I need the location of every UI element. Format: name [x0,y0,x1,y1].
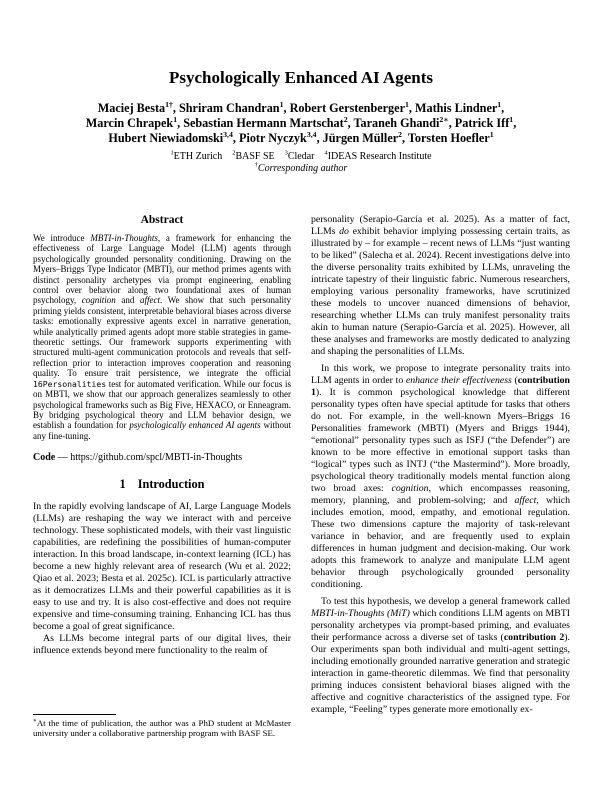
superscript-marker: 3 [284,149,288,157]
superscript-marker: 3,4 [306,129,317,139]
superscript-marker: 2∗ [439,114,449,124]
text-run [275,151,285,162]
text-run: enhance their effectiveness [405,375,512,386]
right-column [311,214,570,716]
text-run: MBTI-in-Thoughts (MiT) [311,608,410,619]
footnote-rule [33,714,116,715]
affiliations-line [0,151,602,162]
left-column [33,214,291,657]
author-line-2 [0,116,602,131]
text-run: , Jürgen Müller [316,131,399,145]
text-run: Code [33,452,56,464]
superscript-marker: 1 [497,99,502,109]
text-run: In the rapidly evolving landscape of AI, Large Language Models (LLMs) are reshaping the way we interact with and perceive technology. These sophisticated models, with their vast linguistic capabilities, are redefining the possibilities of human-computer interaction. In this broad landscape, in-context learning (ICL) has become a new highly relevant area of research (Wu et al. 2022; Qiao et al. 2023; Besta et al. 2025c). ICL is particularly attractive as it democratizes LLMs and their powerful capabilities as it is easy to use and try. It is also cost-effective and does not require expensive and time-consuming training. Enhancing ICL has thus become a goal of great significance. [33,501,291,633]
superscript-marker: 1 [279,99,284,109]
text-run: ETH Zurich [173,151,223,162]
text-run: and [115,295,141,306]
text-run: , a framework for enhancing the effectiveness of Large Language Model (LLM) agents through psychologically grounded personality conditioning. Drawing on the Myers–Briggs Type Indicator (MBTI), our method primes agents with distinct personality archetypes via prompt engineering, enabling control over behavior along two foundational axes of human psychology, [33,233,291,306]
text-run: without any fine-tuning. [33,420,291,441]
text-run: We introduce [33,233,91,243]
superscript-marker: 1 [170,149,174,157]
text-run: ( [511,375,518,386]
text-run [222,151,232,162]
text-run: personality (Serapio-García et al. 2025). As a matter of fact, LLMs [311,214,570,237]
text-run: Marcin Chrapek [85,116,174,130]
section-title: Introduction [137,477,205,492]
section-number: 1 [119,477,126,492]
text-run: ). It is common psychological knowledge that different personality types often have special aptitude for tasks that others do not. For example, in the well-known Myers–Briggs 16 Personalities framework (MBTI) (Myers and Briggs 1944), “emotional” personality types such as ISFJ (“the Defender”) are known to be more effective in emotional support tasks than “logical” types such as INTJ (“the Mastermind”). More broadly, psychological theory traditionally models mental function along two broad axes: [311,387,570,494]
text-run: , Robert Gerstenberger [283,101,405,115]
text-run: 16Personalities [33,378,107,389]
superscript-marker: 2 [232,149,236,157]
abstract-text [33,233,291,441]
author-block [0,101,602,146]
text-run: cognition [81,295,116,306]
section-heading-introduction [33,477,291,492]
text-run: BASF SE [235,151,275,162]
superscript-marker: ∗ [33,718,37,725]
text-run: . We show that such personality priming yields consistent, interpretable behavioral biases across diverse tasks: emotionally expressive agents excel in narrative generation, while analytically primed agents adopt more stable strategies in game-theoretic settings. Our framework supports experimenting with structured multi-agent communication protocols and reveals that self-reflection prior to interaction improves cooperation and reasoning quality. To ensure trait persistence, we integrate the official [33,295,292,379]
text-run: psychologically enhanced AI agents [129,420,261,431]
text-run: do [339,226,349,237]
text-run: , Taraneh Ghandi [347,116,440,130]
text-run: exhibit behavior implying possessing certain traits, as illustrated by – for example – recent news of LLMs “just wanting to be liked” (Salecha et al. 2024). Recent investigations delve into the diverse personality traits exhibited by LLMs, unraveling the intricate tapestry of their linguistic fabric. Numerous researchers, employing various personality frameworks, have scrutinized these models to uncover nuanced dimensions of behavior, researching whether LLMs can truly manifest personality traits akin to human nature (Serapio-García et al. 2025). However, all these analyses and frameworks are mostly dedicated to analyzing and shaping the personalities of LLMs. [311,226,570,357]
text-run: MBTI-in-Thoughts [90,233,158,243]
text-run: contribution 2 [503,632,565,643]
text-run: cognition [391,483,429,494]
text-run: affect [514,495,537,506]
text-run: IDEAS Research Institute [327,151,432,162]
text-run: , Shriram Chandran [172,101,280,115]
text-run: , Mathis Lindner [408,101,498,115]
superscript-marker: 2 [343,114,348,124]
author-line-1 [0,101,602,116]
body-paragraph-1 [311,214,570,358]
text-run: , [513,116,517,130]
text-run: , which encompasses reasoning, memory, planning, and problem-solving; and [311,483,570,506]
code-link-line [33,452,291,463]
text-run: , Sebastian Hermann Martschat [177,116,344,130]
superscript-marker: 1 [489,129,494,139]
paper-header [0,68,602,174]
text-run: contribution 1 [311,375,571,398]
body-paragraph-2 [311,363,570,591]
text-run: As LLMs become integral parts of our digital lives, their influence extends beyond mere functionality to the realm of [33,633,291,657]
superscript-marker: 3,4 [223,129,233,139]
text-run: , Patrick Iff [448,116,510,130]
footnote-text [33,718,291,739]
footnote [33,714,291,739]
text-run: , Torsten Hoefler [402,131,490,145]
corresponding-author-note [0,163,602,174]
text-run: Cledar [287,151,315,162]
text-run: Maciej Besta [97,101,166,115]
paper-title: Psychologically Enhanced AI Agents [168,68,433,87]
abstract-heading: Abstract [140,214,184,226]
text-run: — [55,452,71,464]
text-run: , which includes emotion, mood, empathy, and emotional regulation. These two dimensions capture the majority of task-relevant variance in behavior, and are frequently used to explain differences in human judgment and decision-making. Our work adopts this framework to analyze and manipulate LLM agent behavior through psychologically grounded personality conditioning. [311,495,570,590]
body-paragraph-3 [311,596,570,716]
superscript-marker: † [254,161,258,169]
text-run: , [501,101,505,115]
text-run: test for automated verification. While our focus is on MBTI, we show that our approach generalizes seamlessly to other psychological frameworks such as Big Five, HEXACO, or Enneagram. By bridging psychological theory and LLM behavior design, we establish a foundation for [33,378,291,431]
text-run: Hubert Niewiadomski [108,131,224,145]
text-run: To test this hypothesis, we develop a general framework called [321,596,570,607]
superscript-marker: 1 [404,99,409,109]
text-run: affect [140,295,161,306]
superscript-marker: 4 [324,149,328,157]
text-run: which conditions LLM agents on MBTI personality archetypes via prompt-based priming, and evaluates their performance across a diverse set of tasks ( [311,608,570,643]
code-repo-link[interactable]: https://github.com/spcl/MBTI-in-Thoughts [70,452,243,464]
text-run: , Piotr Nyczyk [232,131,307,145]
superscript-marker: 1† [165,99,173,109]
text-run: ). Our experiments span both individual and multi-agent settings, including emotionally grounded narrative generation and strategic interaction in game-theoretic dilemmas. We find that personality priming induces consistent behavioral biases aligned with the affective and cognitive characteristics of the assigned type. For example, “Feeling” types generate more emotionally ex- [311,632,570,715]
superscript-marker: 1 [509,114,514,124]
superscript-marker: 2 [398,129,403,139]
text-run [314,151,324,162]
author-line-3 [0,131,602,146]
text-run: In this work, we propose to integrate personality traits into LLM agents in order to [311,363,570,386]
text-run: At the time of publication, the author was a PhD student at McMaster university under a collaborative partnership program with BASF SE. [33,718,291,739]
intro-paragraph-2 [33,633,291,657]
intro-paragraph-1 [33,501,291,633]
superscript-marker: 1 [173,114,178,124]
text-run: Corresponding author [257,163,348,174]
